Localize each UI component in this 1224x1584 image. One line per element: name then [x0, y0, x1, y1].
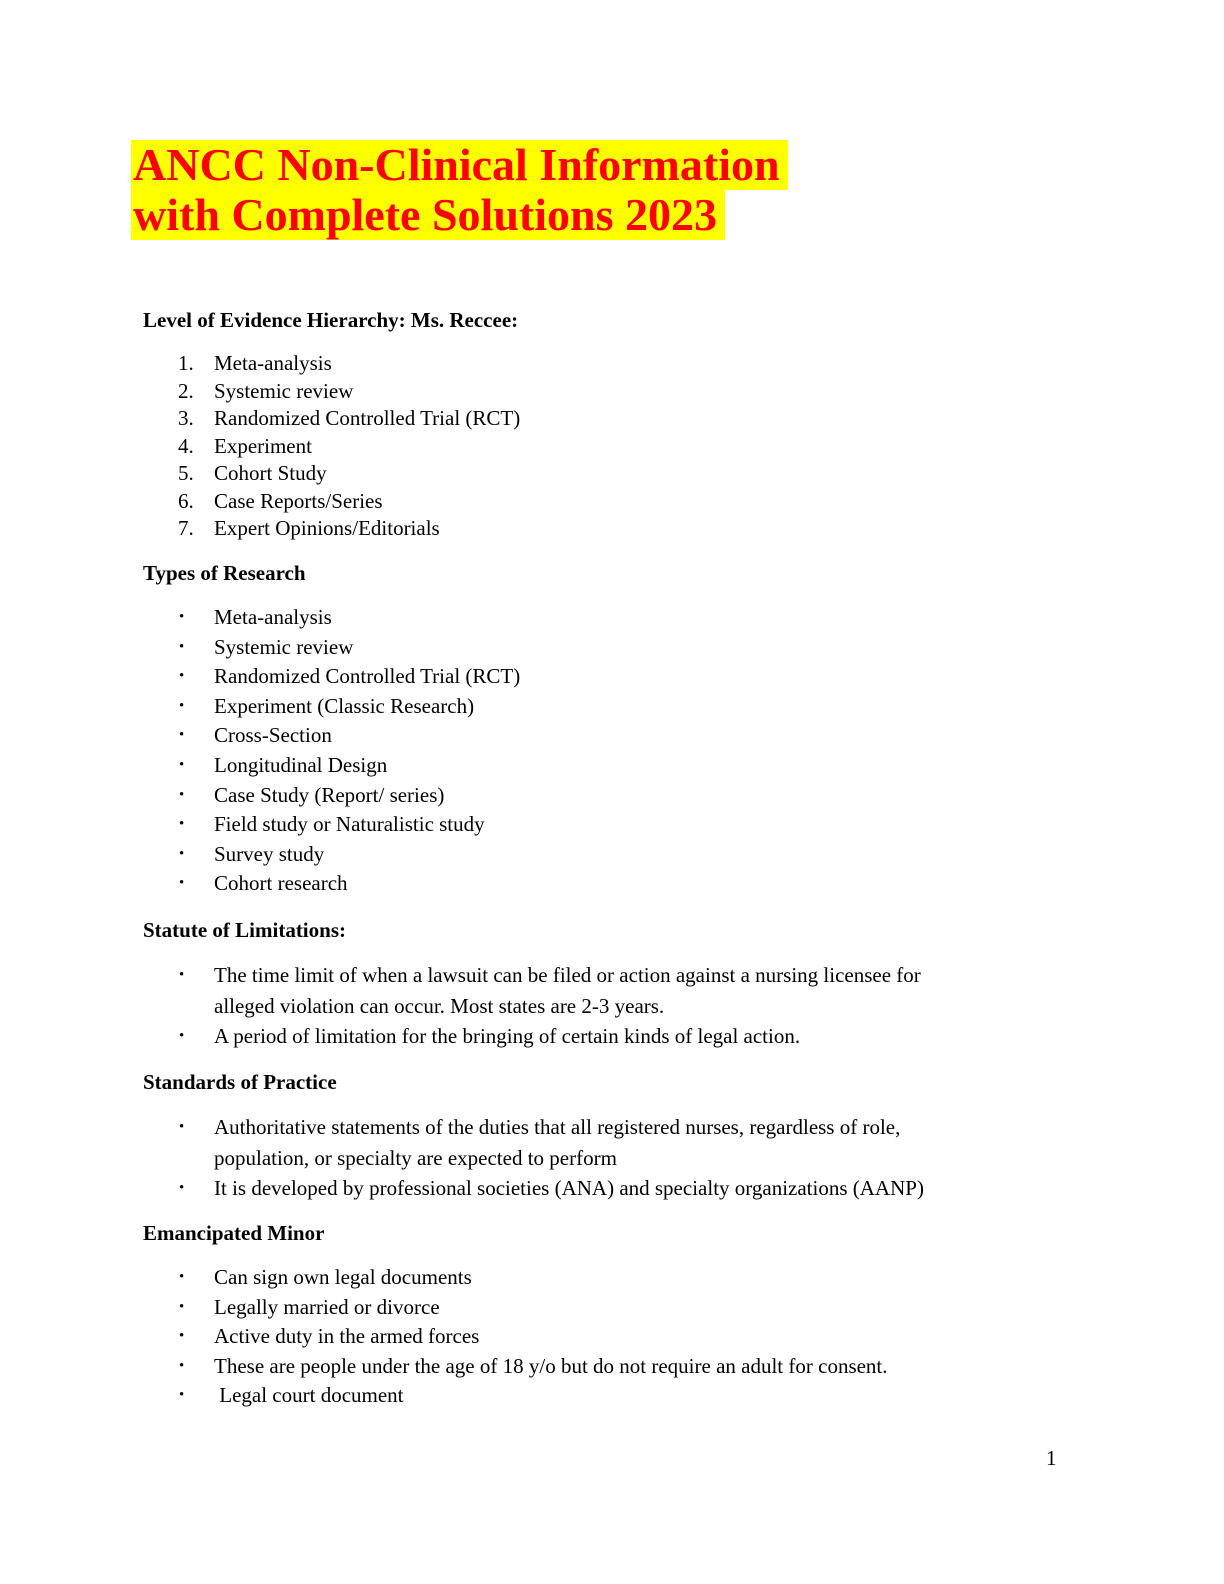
- bullet-icon: •: [179, 756, 185, 773]
- list-item-text: Cohort Study: [214, 461, 327, 485]
- section-heading-standards-of-practice: Standards of Practice: [143, 1070, 337, 1094]
- list-item-text: Cross-Section: [214, 723, 332, 748]
- bullet-icon: •: [179, 1269, 185, 1285]
- list-item: [0, 662, 520, 692]
- section-heading-types-of-research: Types of Research: [143, 561, 306, 585]
- list-item: [0, 1263, 888, 1293]
- list-item: [0, 1112, 924, 1174]
- list-item-text-continued: alleged violation can occur. Most states are 2-3 years.: [214, 994, 665, 1018]
- list-item-text: Can sign own legal documents: [214, 1265, 472, 1289]
- list-item: [0, 350, 520, 378]
- title-line-2: with Complete Solutions 2023: [131, 190, 725, 240]
- standards-of-practice-list: [0, 1112, 924, 1204]
- list-item-text: Experiment: [214, 433, 312, 458]
- list-item: [0, 1022, 921, 1052]
- list-item: [0, 378, 520, 406]
- list-item-text: Systemic review: [214, 378, 354, 403]
- list-item-text: Randomized Controlled Trial (RCT): [214, 664, 521, 689]
- list-number: 2.: [178, 378, 194, 403]
- list-item-text: Expert Opinions/Editorials: [214, 516, 440, 540]
- list-item-text: Case Study (Report/ series): [214, 782, 445, 807]
- list-item-text: Cohort research: [214, 871, 348, 896]
- bullet-icon: •: [179, 875, 185, 892]
- list-item: [0, 1352, 888, 1382]
- list-number: 1.: [178, 351, 194, 375]
- document-title: [131, 140, 788, 240]
- list-item: [0, 488, 520, 516]
- bullet-icon: •: [179, 609, 185, 625]
- list-item: [0, 869, 520, 899]
- title-line-1: ANCC Non-Clinical Information: [131, 140, 788, 190]
- list-item: [0, 1174, 924, 1204]
- page-number: 1: [1046, 1446, 1057, 1470]
- list-item: [0, 460, 520, 488]
- list-item: [0, 840, 520, 870]
- bullet-icon: •: [179, 727, 185, 744]
- list-item: [0, 692, 520, 722]
- list-item: [0, 433, 520, 461]
- list-item: [0, 1293, 888, 1323]
- list-item: [0, 721, 520, 751]
- bullet-icon: •: [179, 1298, 185, 1315]
- list-item-text: Systemic review: [214, 634, 354, 659]
- list-item-text: These are people under the age of 18 y/o but do not require an adult for consent.: [214, 1353, 888, 1378]
- list-item: [0, 1381, 888, 1411]
- bullet-icon: •: [179, 697, 185, 714]
- bullet-icon: •: [179, 638, 185, 655]
- list-item: [0, 1322, 888, 1352]
- list-item-text: Meta-analysis: [214, 351, 332, 375]
- bullet-icon: •: [179, 1028, 185, 1044]
- statute-of-limitations-list: [0, 960, 921, 1052]
- list-item: [0, 781, 520, 811]
- list-item: [0, 810, 520, 840]
- list-item: [0, 405, 520, 433]
- emancipated-minor-list: [0, 1263, 888, 1411]
- list-item: [0, 633, 520, 663]
- evidence-hierarchy-list: [0, 350, 520, 543]
- list-item-text: Case Reports/Series: [214, 488, 383, 513]
- list-number: 7.: [178, 516, 194, 540]
- bullet-icon: •: [179, 786, 185, 803]
- section-heading-statute-of-limitations: Statute of Limitations:: [143, 918, 346, 942]
- list-number: 6.: [178, 488, 194, 513]
- bullet-icon: •: [179, 1357, 185, 1374]
- list-item-text: Active duty in the armed forces: [214, 1324, 480, 1349]
- list-item-text: Legal court document: [214, 1383, 404, 1408]
- bullet-icon: •: [179, 967, 185, 983]
- list-item-text: Authoritative statements of the duties that all registered nurses, regardless of role,: [214, 1115, 901, 1139]
- list-number: 4.: [178, 433, 194, 458]
- bullet-icon: •: [179, 1387, 185, 1404]
- list-item-text: Survey study: [214, 841, 325, 866]
- bullet-icon: •: [179, 816, 185, 833]
- list-item-text: It is developed by professional societies (ANA) and specialty organizations (AANP): [214, 1176, 924, 1200]
- list-item-text: Meta-analysis: [214, 605, 332, 629]
- list-number: 5.: [178, 461, 194, 485]
- list-item-text: Randomized Controlled Trial (RCT): [214, 406, 521, 430]
- bullet-icon: •: [179, 1180, 185, 1196]
- bullet-icon: •: [179, 1328, 185, 1345]
- bullet-icon: •: [179, 1119, 185, 1135]
- list-item: [0, 515, 520, 543]
- list-item-text: The time limit of when a lawsuit can be filed or action against a nursing licensee for: [214, 963, 921, 987]
- bullet-icon: •: [179, 845, 185, 862]
- list-item-text: A period of limitation for the bringing of certain kinds of legal action.: [214, 1024, 801, 1048]
- bullet-icon: •: [179, 668, 185, 685]
- list-item-text: Legally married or divorce: [214, 1294, 440, 1319]
- list-item-text: Experiment (Classic Research): [214, 693, 475, 718]
- section-heading-emancipated-minor: Emancipated Minor: [143, 1221, 325, 1245]
- section-heading-evidence-hierarchy: Level of Evidence Hierarchy: Ms. Reccee:: [143, 308, 519, 332]
- list-item-text: Longitudinal Design: [214, 752, 388, 777]
- list-item: [0, 603, 520, 633]
- list-item: [0, 751, 520, 781]
- types-of-research-list: [0, 603, 520, 899]
- list-item-text-continued: population, or specialty are expected to perform: [214, 1146, 617, 1170]
- list-item-text: Field study or Naturalistic study: [214, 812, 485, 837]
- list-item: [0, 960, 921, 1022]
- list-number: 3.: [178, 406, 194, 430]
